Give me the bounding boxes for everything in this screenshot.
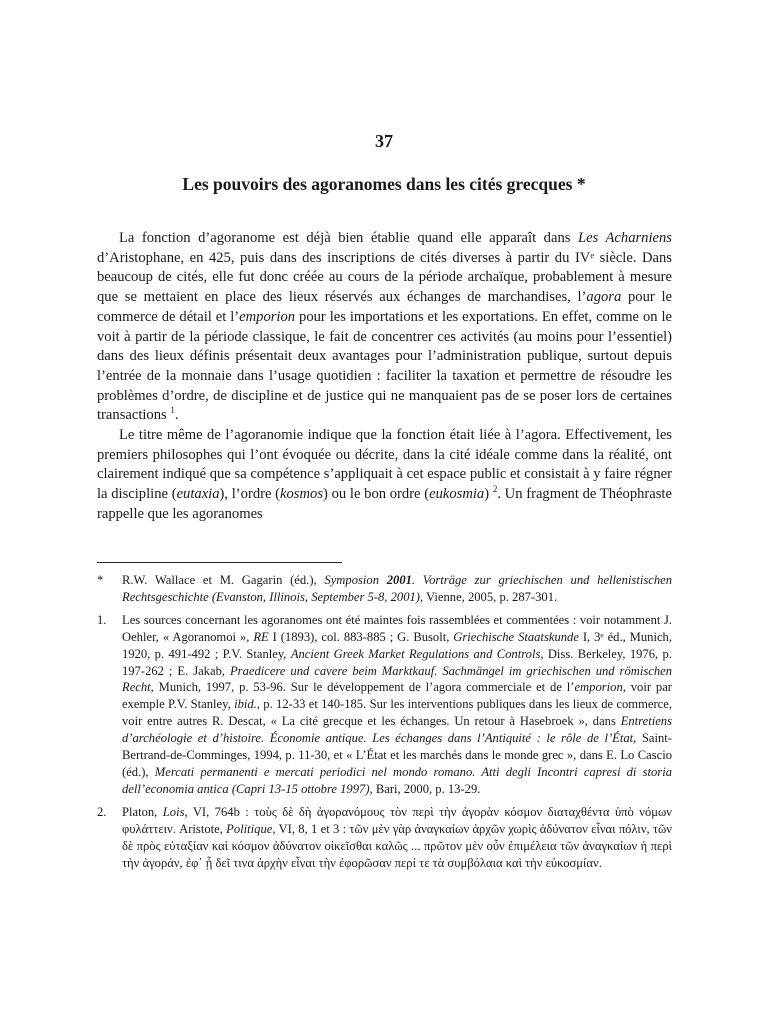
text-run: ) ou le bon ordre ( <box>323 486 430 503</box>
text-run: kosmos <box>280 486 324 503</box>
text-run: , Munich, 1997, p. 53-96. Sur le développement de l’agora commerciale et de l’ <box>150 680 575 695</box>
text-run: Politique <box>226 821 273 836</box>
text-run: Entretiens d’archéologie et d’histoire. Économie antique. Les échanges dans l’Antiquité : le rôle de l’État <box>122 714 672 746</box>
text-run: ibid. <box>234 697 257 712</box>
text-run: I (1893), col. 883-885 ; G. Busolt, <box>268 629 454 644</box>
text-run: I, 3ᵉ éd., Munich, 1920, p. 491-492 ; P.V. Stanley, <box>122 629 672 661</box>
text-run: , Bari, 2000, p. 13-29. <box>369 781 481 796</box>
text-run: R.W. Wallace et M. Gagarin (éd.), <box>122 573 325 587</box>
text-run: eukosmia <box>429 486 485 503</box>
text-run: Les sources concernant les agoranomes ont été maintes fois rassemblées et commentées : voir notamment J. Oehler, « Agoranomoi », <box>122 612 672 644</box>
text-run: siècle. Dans beaucoup de cités, elle fut donc créée au cours de la période archaïque, probablement à mesure que se mettaient en place des lieux réservés aux échanges de marchandises, l’ <box>97 249 672 306</box>
text-run: Platon, <box>122 804 163 819</box>
text-run: Le titre même de l’agoranomie indique que la fonction était liée à l’agora. Effectivement, les premiers philosophes qui l’ont évoquée ou décrite, dans la cité idéale comme dans la réalité, ont clairement indiqué que sa compétence s’appliquait à cet espace public et consistait à y faire régner la discipline ( <box>97 427 672 503</box>
text-run: d’Aristophane, en 425, puis dans des inscriptions de cités diverses à partir du <box>97 249 575 266</box>
text-run: Ancient Greek Market Regulations and Controls <box>290 646 541 661</box>
text-run: La fonction d’agoranome est déjà bien établie quand elle apparaît dans <box>119 230 578 246</box>
text-run: RE <box>253 629 269 644</box>
footnote-marker: 1. <box>97 612 107 627</box>
footnote-reference: 2 <box>492 484 498 495</box>
text-run: agora <box>586 289 622 306</box>
text-run: emporion <box>239 308 296 325</box>
footnote-text <box>122 612 672 798</box>
footnote <box>97 804 672 872</box>
footnote-marker: * <box>97 573 104 587</box>
body-text <box>97 229 672 525</box>
text-run: Symposion <box>324 573 387 587</box>
text-run: pour les importations et les exportations. En effet, comme on le voit à partir de la période classique, le fait de concentrer ces activités (au moins pour l’essentiel) dans des lieux définis présentait deux avantages pour l’administration publique, surtout depuis l’entrée de la monnaie dans l’usage quotidien : faciliter la taxation et permettre de résoudre les problèmes d’ordre, de discipline et de justice qui ne manquaient pas de se poser lors de certaines transactions <box>97 308 673 424</box>
text-run: Griechische Staatskunde <box>453 629 579 644</box>
text-run: 2001 <box>386 573 412 587</box>
body-paragraph <box>97 426 672 525</box>
text-run: Praedicere und cavere beim Marktkauf. Sachmängel im griechischen und römischen Recht <box>122 663 673 695</box>
text-run: eutaxia <box>176 486 220 503</box>
text-run: Mercati permanenti e mercati periodici nel mondo romano. Atti degli Incontri capresi di storia dell’economia antica (Capri 13-15 ottobre 1997) <box>122 764 672 796</box>
text-run: Lois <box>162 804 185 819</box>
text-run: IVᵉ <box>574 249 595 266</box>
body-paragraph <box>97 229 672 426</box>
text-run: Les Acharniens <box>577 230 672 246</box>
footnote-separator <box>97 562 342 563</box>
footnote <box>97 612 672 798</box>
footnote-text <box>122 804 672 872</box>
text-run: , Vienne, 2005, p. 287-301. <box>419 589 558 604</box>
footnote-marker: 2. <box>97 804 107 819</box>
text-run: . Un fragment de Théophraste rappelle que les agoranomes <box>97 486 672 522</box>
text-run: , p. 12-33 et 140-185. Sur les interventions publiques dans les lieux de commerce, voir entre autres R. Descat, « La cité grecque et les échanges. Un retour à Hasebroek », dans <box>122 697 672 729</box>
text-run: . <box>174 407 179 424</box>
chapter-number: 37 <box>375 131 393 151</box>
chapter-title: Les pouvoirs des agoranomes dans les cités grecques * <box>182 174 586 194</box>
text-run: . Vorträge zur griechischen und hellenistischen Rechtsgeschichte (Evanston, Illinois, September 5-8, 2001) <box>122 573 672 604</box>
text-run: emporion <box>574 680 623 695</box>
footnotes <box>97 572 672 877</box>
text-run: , Diss. Berkeley, 1976, p. 197-262 ; E. Jakab, <box>122 646 672 678</box>
text-run: , voir par exemple P.V. Stanley, <box>122 680 672 712</box>
footnote-reference: 1 <box>170 405 175 416</box>
text-run: ) <box>484 486 493 503</box>
text-run: , VI, 764b : τοὺς δὲ δὴ ἀγορανόμους τὸν περὶ τὴν ἀγορὰν κόσμον διαταχθέντα ὑπὸ νόμων φυλάττειν. Aristote, <box>122 804 672 836</box>
text-run: pour le commerce de détail et l’ <box>97 289 672 325</box>
text-run: , Saint-Bertrand-de-Comminges, 1994, p. 11-30, et « L’État et les marchés dans le monde grec », dans E. Lo Cascio (éd.), <box>122 731 672 779</box>
text-run: , VI, 8, 1 et 3 : τῶν μὲν γὰρ ἀναγκαίων ἀρχῶν χωρὶς ἀδύνατον εἶναι πόλιν, τῶν δὲ πρὸς εὐταξίαν καὶ κόσμον ἀδύνατον οἰκεῖσθαι καλῶς ... πρῶτον μὲν οὖν ἐπιμέλεια τῶν ἀναγκαίων ἡ περὶ τὴν ἀγοράν, ἐφ᾽ ᾗ δεῖ τινα ἀρχὴν εἶναι τὴν ἐφορῶσαν περί τε τὰ συμβόλαια καὶ τὴν εὐκοσμίαν. <box>122 821 672 870</box>
text-run: ), l’ordre ( <box>219 486 281 503</box>
footnote-text <box>122 572 672 606</box>
footnote <box>97 572 672 606</box>
